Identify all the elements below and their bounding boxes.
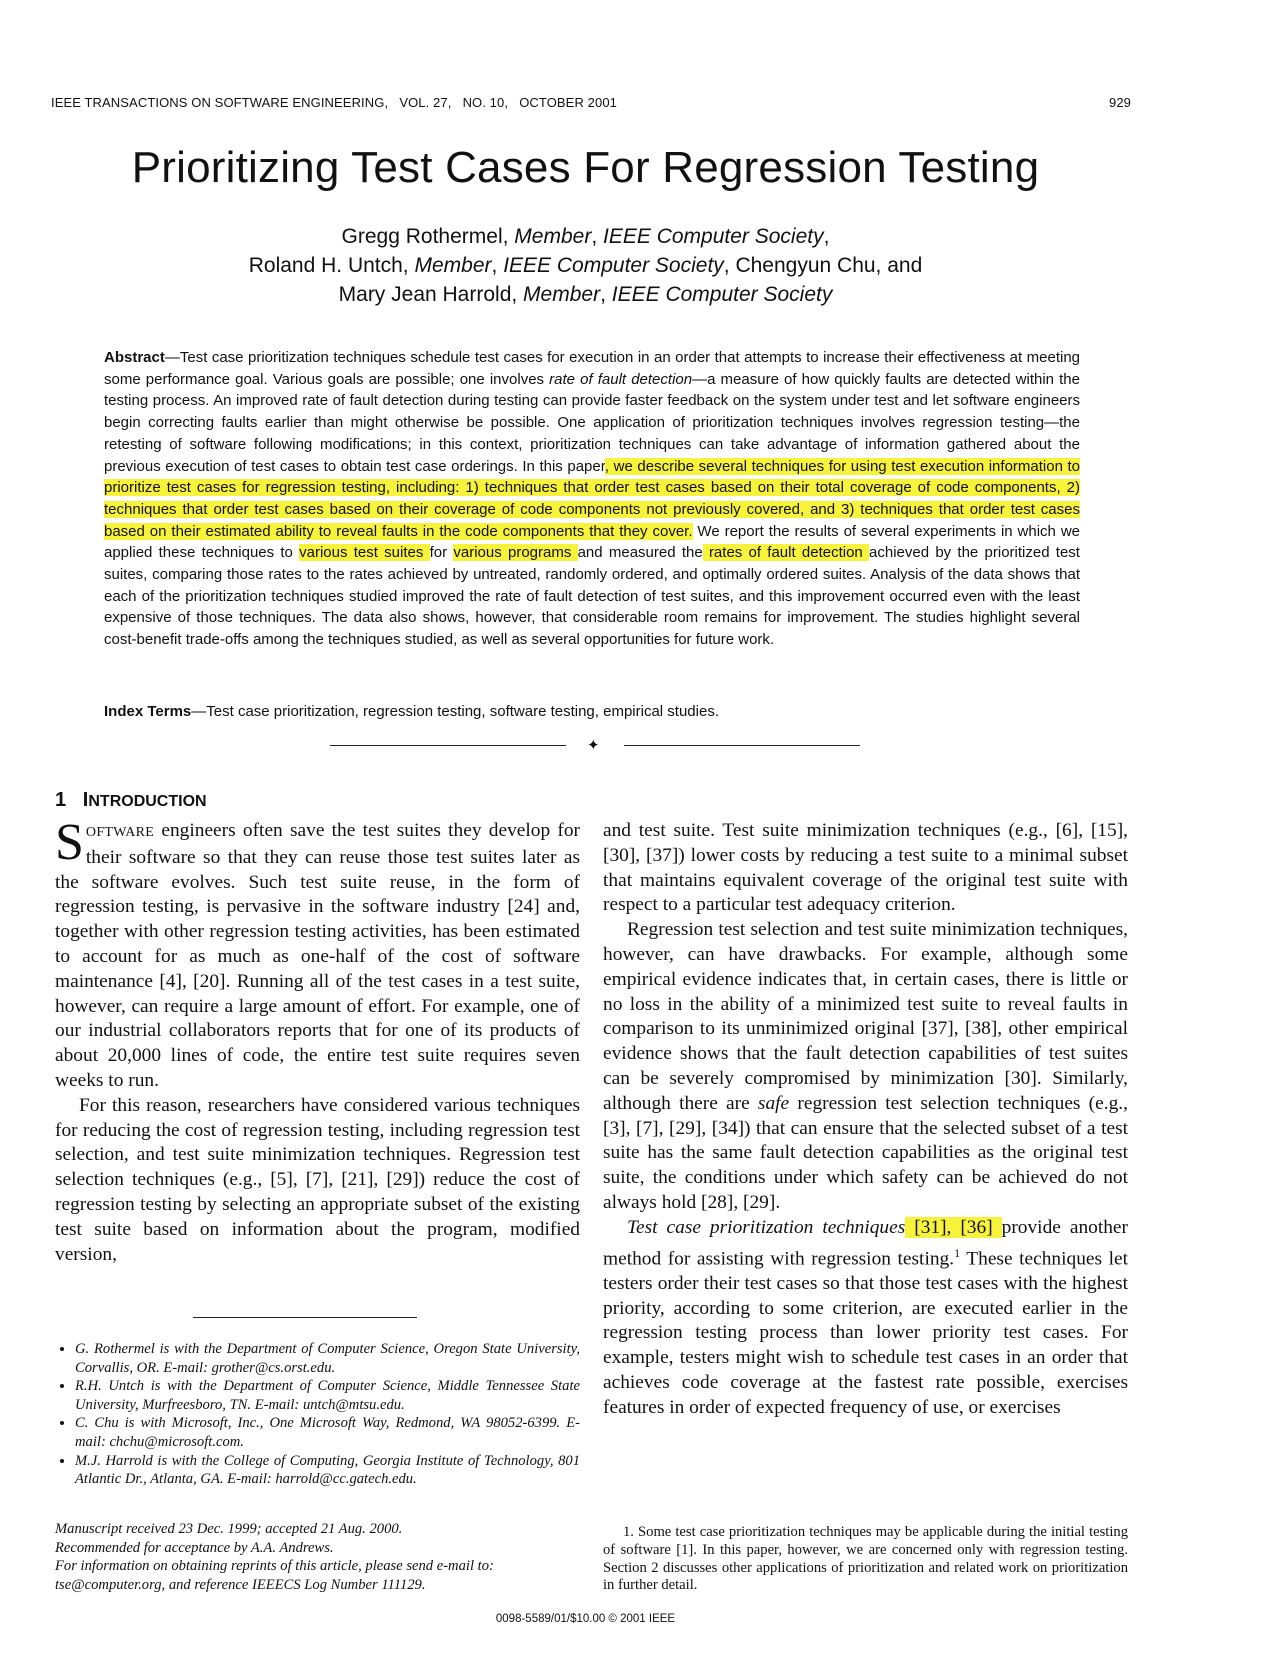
page-number: 929: [1109, 95, 1131, 110]
intro-paragraph-4: Regression test selection and test suite minimization techniques, however, can have drawbacks. For example, although some empirical evidence indicates that, in certain cases, there is little or no loss in the ability of a minimized test suite to reveal faults in comparison to its unminimized original [37], [38], other empirical evidence shows that the fault detection capabilities of test suites can be severely compromised by minimization [30]. Similarly, although there are safe regression test selection techniques (e.g., [3], [7], [29], [34]) that can ensure that the selected subset of a test suite has the same fault detection capabilities as the original test suite, the conditions under which safety can be achieved do not always hold [28], [29].: [603, 919, 1128, 1213]
author-line-2: Roland H. Untch, Member, IEEE Computer Society, Chengyun Chu, and: [248, 254, 923, 277]
section-divider: [330, 738, 860, 752]
affiliation-item: • C. Chu is with Microsoft, Inc., One Microsoft Way, Redmond, WA 98052-6399. E-mail: chchu@microsoft.com.: [75, 1414, 580, 1451]
footnote-rule: [193, 1317, 417, 1318]
highlight-1: , we describe several techniques for using test execution information to prioritize test cases for regression testing, including: 1) techniques that order test cases based on their total coverage of code components, 2) techniques that order test cases based on their coverage of code components not previously covered, and 3) techniques that order test cases based on their estimated ability to reveal faults in the code components that they cover.: [104, 457, 1080, 540]
author-affiliations: [55, 1340, 580, 1489]
copyright-line: 0098-5589/01/$10.00 © 2001 IEEE: [495, 1613, 676, 1625]
intro-paragraph-2: For this reason, researchers have considered various techniques for reducing the cost of regression testing, including regression test selection, and test suite minimization techniques. Regression test selection techniques (e.g., [5], [7], [21], [29]) reduce the cost of regression testing by selecting an appropriate subset of the existing test suite based on information about the program, modified version,: [55, 1094, 580, 1265]
affiliation-item: • R.H. Untch is with the Department of Computer Science, Middle Tennessee State University, Murfreesboro, TN. E-mail: untch@mtsu.edu.: [75, 1377, 580, 1414]
affiliation-item: • M.J. Harrold is with the College of Computing, Georgia Institute of Technology, 801 Atlantic Dr., Atlanta, GA. E-mail: harrold@cc.gatech.edu.: [75, 1452, 580, 1489]
highlight-3: various programs: [453, 544, 578, 562]
author-line-3: Mary Jean Harrold, Member, IEEE Computer Society: [338, 283, 833, 306]
paper-title: Prioritizing Test Cases For Regression Testing: [131, 143, 1040, 192]
highlight-5: [31], [36]: [905, 1216, 1002, 1238]
footnote-1: 1. Some test case prioritization techniques may be applicable during the initial testing of software [1]. In this paper, however, we are concerned only with regression testing. Section 2 discusses other applications of prioritization and related work on prioritization in further detail.: [603, 1524, 1128, 1594]
author-list: [0, 222, 1171, 309]
highlight-2: various test suites: [299, 544, 430, 562]
drop-cap: S: [55, 814, 84, 871]
left-column: [55, 814, 580, 1267]
intro-paragraph-1: SOFTWARE engineers often save the test suites they develop for their software so that they can reuse those test suites later as the software evolves. Such test suite reuse, in the form of regression testing, is pervasive in the software industry [24] and, together with other regression testing activities, has been estimated to account for as much as one-half of the cost of software maintenance [4], [20]. Running all of the test cases in a test suite, however, can require a large amount of effort. For example, one of our industrial collaborators reports that for one of its products of about 20,000 lines of code, the entire test suite requires seven weeks to run.: [55, 814, 580, 1091]
divider-line-left: [330, 745, 566, 746]
index-terms-label: Index Terms: [104, 703, 192, 720]
abstract: Abstract—Test case prioritization techniques schedule test cases for execution in an order that attempts to increase their effectiveness at meeting some performance goal. Various goals are possible; one involves rate of fault detection—a measure of how quickly faults are detected within the testing process. An improved rate of fault detection during testing can provide faster feedback on the system under test and let software engineers begin correcting faults earlier than might otherwise be possible. One application of prioritization techniques involves regression testing—the retesting of software following modifications; in this context, prioritization techniques can take advantage of information gathered about the previous execution of test cases to obtain test case orderings. In this paper, we describe several techniques for using test execution information to prioritize test cases for regression testing, including: 1) techniques that order test cases based on their total coverage of code components, 2) techniques that order test cases based on their coverage of code components not previously covered, and 3) techniques that order test cases based on their estimated ability to reveal faults in the code components that they cover. We report the results of several experiments in which we applied these techniques to various test suites for various programs and measured the rates of fault detection achieved by the prioritized test suites, comparing those rates to the rates achieved by untreated, randomly ordered, and optimally ordered suites. Analysis of the data shows that each of the prioritization techniques studied improved the rate of fault detection of test suites, and this improvement occurred even with the least expensive of those techniques. The data also shows, however, that considerable room remains for improvement. The studies highlight several cost-benefit trade-offs among the techniques studied, as well as several opportunities for future work.: [104, 349, 1080, 649]
manuscript-info: Manuscript received 23 Dec. 1999; accepted 21 Aug. 2000. Recommended for acceptance by A.A. Andrews. For information on obtaining reprints of this article, please send e-mail to: tse@computer.org, and reference IEEECS Log Number 111129.: [55, 1521, 494, 1593]
abstract-label: Abstract: [104, 349, 165, 366]
journal-info: IEEE TRANSACTIONS ON SOFTWARE ENGINEERING, VOL. 27, NO. 10, OCTOBER 2001: [51, 95, 617, 110]
right-column: [603, 819, 1128, 1421]
affiliation-item: • G. Rothermel is with the Department of Computer Science, Oregon State University, Corvallis, OR. E-mail: grother@cs.orst.edu.: [75, 1340, 580, 1377]
intro-paragraph-5: Test case prioritization techniques [31], [36] provide another method for assisting with regression testing.$^1$ These techniques let testers order their test cases so that those test cases with the highest priority, according to some criterion, are executed earlier in the regression testing process than lower priority test cases. For example, testers might wish to schedule test cases in an order that achieves code coverage at the fastest rate possible, exercises features in order of expected frequency of use, or exercises: [603, 1216, 1128, 1418]
author-line-1: Gregg Rothermel, Member, IEEE Computer Society,: [341, 225, 830, 248]
running-header: [51, 95, 1131, 110]
highlight-4: rates of fault detection: [702, 544, 870, 562]
intro-paragraph-3: and test suite. Test suite minimization techniques (e.g., [6], [15], [30], [37]) lower costs by reducing a test suite to a minimal subset that maintains equivalent coverage of the original test suite with respect to a particular test adequacy criterion.: [603, 820, 1128, 916]
index-terms: Index Terms—Test case prioritization, regression testing, software testing, empirical studies.: [104, 703, 719, 720]
divider-line-right: [624, 745, 860, 746]
diamond-icon: ✦: [587, 738, 600, 754]
section-heading: 1 INTRODUCTION: [55, 789, 207, 811]
